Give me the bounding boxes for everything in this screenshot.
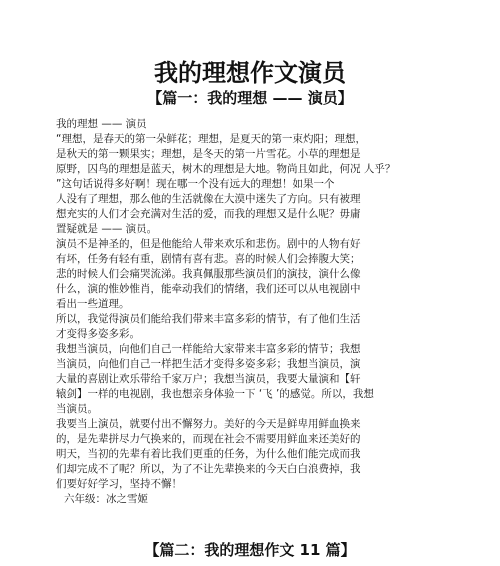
essay-line: 我想当演员，向他们自己一样能给大家带来丰富多彩的情节；我想 bbox=[56, 343, 361, 355]
section-two-heading: 【篇二：我的理想作文 11 篇】 bbox=[144, 541, 356, 559]
section-one-heading: 【篇一：我的理想 —— 演员】 bbox=[147, 89, 353, 107]
essay-line: 我要当上演员，就要付出不懈努力。美好的今天是鲜卑用鲜血换来 bbox=[56, 418, 361, 430]
essay-line: 们要好好学习，坚持不懈！ bbox=[56, 478, 182, 490]
essay-line: 悲的时候人们会痛哭流涕。我真佩服那些演员们的演技，演什么像 bbox=[56, 268, 361, 280]
essay-body bbox=[56, 117, 476, 507]
essay-line: 们却完成不了呢？所以，为了不让先辈换来的今天白白浪费掉，我 bbox=[56, 463, 361, 475]
essay-line: 人没有了理想，那么他的生活就像在大漠中迷失了方向。只有被理 bbox=[56, 193, 361, 205]
essay-line: 所以，我觉得演员们能给我们带来丰富多彩的情节，有了他们生活 bbox=[56, 313, 361, 325]
essay-line: 是秋天的第一颗果实；理想，是冬天的第一片雪花。小草的理想是 bbox=[56, 148, 361, 160]
essay-line: 的，是先辈拼尽力气换来的，而现在社会不需要用鲜血来还美好的 bbox=[56, 433, 361, 445]
essay-line: 看出一些道理。 bbox=[56, 298, 130, 310]
essay-line: 大量的喜剧让欢乐带给千家万户；我想当演员，我要大量演和【轩 bbox=[56, 373, 361, 385]
essay-line: 我的理想 —— 演员 bbox=[56, 118, 147, 130]
essay-line: 有坏，任务有轻有重，剧情有喜有悲。喜的时候人们会捧腹大笑； bbox=[56, 253, 361, 265]
author-signature: 六年级：冰之雪姬 bbox=[64, 493, 148, 505]
essay-line: 辕剑】一样的电视剧，我也想亲身体验一下 ‘飞 ’的感觉。所以，我想 bbox=[56, 388, 374, 400]
essay-line: 原野，囚鸟的理想是蓝天，树木的理想是大地。物尚且如此，何况 人乎？ bbox=[56, 163, 396, 175]
document-title: 我的理想作文演员 bbox=[154, 58, 346, 87]
essay-line: 想充实的人们才会充满对生活的爱，而我的理想又是什么呢？毋庸 bbox=[56, 208, 361, 220]
essay-line: ”这句话说得多好啊！现在哪一个没有远大的理想！如果一个 bbox=[56, 178, 335, 190]
essay-line: 明天，当初的先辈有着比我们更重的任务，为什么他们能完成而我 bbox=[56, 448, 361, 460]
essay-line: 什么，演的惟妙惟肖，能牵动我们的情绪，我们还可以从电视剧中 bbox=[56, 283, 361, 295]
essay-line: 演员不是神圣的，但是他能给人带来欢乐和悲伤。剧中的人物有好 bbox=[56, 238, 361, 250]
essay-line: 当演员，向他们自己一样把生活才变得多姿多彩；我想当演员，演 bbox=[56, 358, 361, 370]
essay-line: “理想，是春天的第一朵鲜花；理想，是夏天的第一束灼阳；理想， bbox=[56, 133, 366, 145]
essay-line: 置疑就是 —— 演员。 bbox=[56, 223, 158, 235]
essay-line: 才变得多姿多彩。 bbox=[56, 328, 140, 340]
essay-line: 当演员。 bbox=[56, 403, 98, 415]
